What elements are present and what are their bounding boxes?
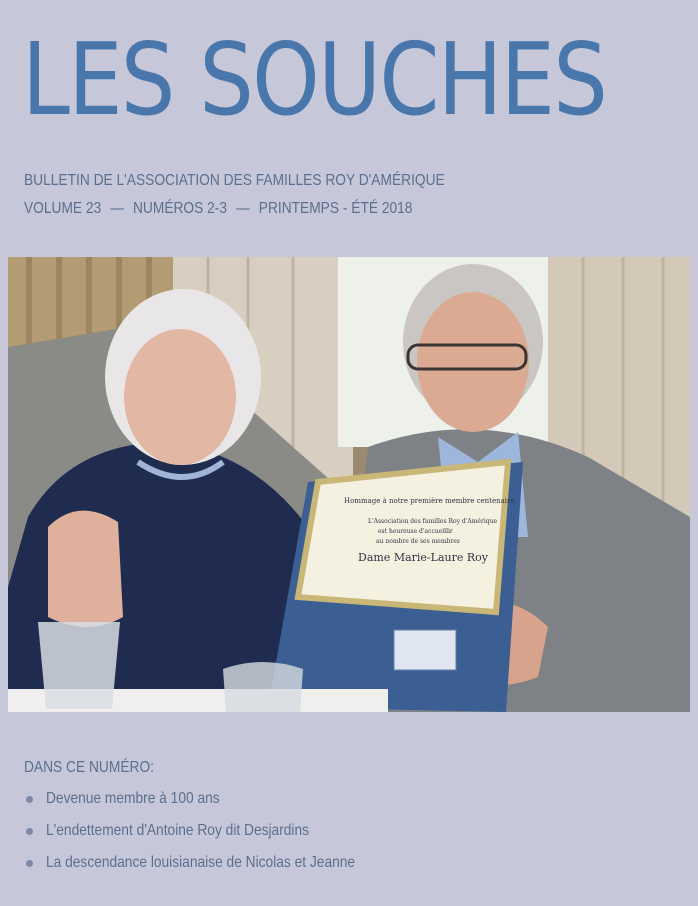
certificate-line3: au nombre de ses membres [376,538,460,545]
toc-item-label: La descendance louisianaise de Nicolas et Jeanne [46,854,356,871]
certificate-name: Dame Marie-Laure Roy [358,551,488,564]
bulletin-subtitle: BULLETIN DE L'ASSOCIATION DES FAMILLES ROY D'AMÉRIQUE [24,172,445,189]
toc-item-label: L'endettement d'Antoine Roy dit Desjardins [46,822,310,839]
bullet-icon [26,828,33,835]
issue-separator: — [110,200,124,217]
membership-card [394,630,456,670]
certificate-line1: L'Association des familles Roy d'Amérique [368,518,497,525]
issue-separator: — [236,200,250,217]
bullet-icon [26,860,33,867]
water-glass [38,622,120,709]
issue-season: PRINTEMPS - ÉTÉ 2018 [258,200,413,217]
bullet-icon [26,796,33,803]
issue-volume: VOLUME 23 [24,200,102,217]
issue-info [24,200,412,218]
toc-item-label: Devenue membre à 100 ans [46,790,220,807]
certificate-line2: est heureuse d'accueillir [378,528,453,535]
certificate [298,462,508,612]
toc-title: DANS CE NUMÉRO: [24,759,154,776]
cover-photo-illustration [8,257,690,712]
cover-photo [8,257,690,712]
wine-glass [223,662,303,712]
certificate-heading: Hommage à notre première membre centenaire [344,497,515,505]
masthead-title: LES SOUCHES [22,21,607,138]
issue-numbers: NUMÉROS 2-3 [132,200,228,217]
